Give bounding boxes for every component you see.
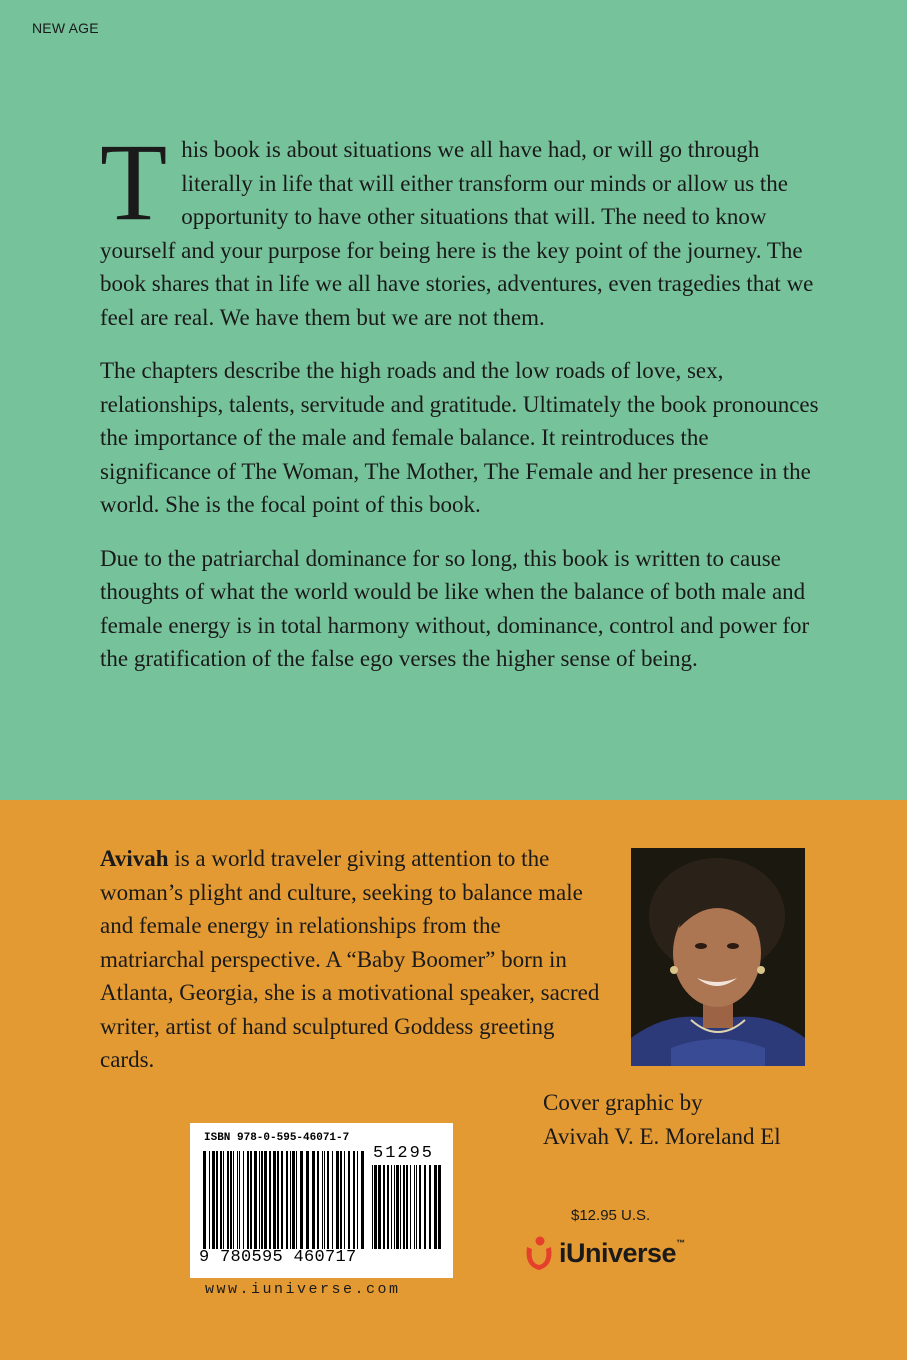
barcode-bar <box>378 1165 381 1249</box>
barcode-bar <box>406 1165 408 1249</box>
barcode-bar <box>434 1165 437 1249</box>
barcode-bar <box>414 1165 415 1249</box>
iuniverse-logo-icon <box>522 1232 556 1274</box>
description-paragraph-2: The chapters describe the high roads and the low roads of love, sex, relationships, talents, servitude and gratitude. Ultimately the book pronounces the importance of the male and female balance. It reintroduces the significance of The Woman, The Mother, The Female and her presence in the world. She is the focal point of this book. <box>100 358 819 517</box>
barcode-bar <box>357 1151 358 1249</box>
ean-digits: 9 780595 460717 <box>199 1248 357 1267</box>
publisher-name-text: iUniverse <box>559 1237 677 1268</box>
barcode-bar <box>403 1165 405 1249</box>
cover-credit-line-1: Cover graphic by <box>543 1090 703 1115</box>
barcode-bar <box>237 1151 238 1249</box>
barcode-bar <box>203 1151 206 1249</box>
barcode-bar <box>230 1151 232 1249</box>
barcode-bar <box>247 1151 249 1249</box>
barcode-bar <box>372 1165 373 1249</box>
barcode-bar <box>300 1151 303 1249</box>
barcode-bar <box>429 1165 431 1249</box>
barcode-bar <box>348 1151 350 1249</box>
ean-barcode <box>203 1151 365 1249</box>
barcode-bar <box>220 1151 222 1249</box>
barcode-bar <box>383 1165 385 1249</box>
barcode-bar <box>327 1151 329 1249</box>
barcode-bar <box>374 1165 377 1249</box>
barcode-bar <box>419 1165 421 1249</box>
author-bio-text: is a world traveler giving attention to the woman’s plight and culture, seeking to balance male and female energy in relationships from the matriarchal perspective. A “Baby Boomer” born in Atlanta, Georgia, she is a motivational speaker, sacred writer, artist of hand sculptured Goddess greeting cards. <box>100 846 600 1072</box>
barcode-bar <box>233 1151 234 1249</box>
barcode-bar <box>212 1151 215 1249</box>
paragraph-1-text: his book is about situations we all have had, or will go through literally in life that will either transform our minds or allow us the opportunity to have other situations that will. The need to know yourself and your purpose for being here is the key point of the journey. The book shares that in life we all have stories, adventures, even tragedies that we feel are real. We have them but we are not them. <box>100 137 814 330</box>
publisher-name <box>559 1238 685 1269</box>
barcode-bar <box>264 1151 267 1249</box>
barcode-bar <box>227 1151 229 1249</box>
barcode-bar <box>344 1151 345 1249</box>
barcode-bar <box>438 1165 441 1249</box>
barcode-bar <box>243 1151 244 1249</box>
barcode-bar <box>396 1165 399 1249</box>
barcode-bar <box>324 1151 325 1249</box>
barcode-bar <box>296 1151 297 1249</box>
cover-credit <box>543 1086 781 1153</box>
barcode-bar <box>317 1151 319 1249</box>
publisher-website: www.iuniverse.com <box>205 1281 401 1298</box>
publisher-logo <box>522 1232 685 1274</box>
barcode-bar <box>292 1151 295 1249</box>
author-photo <box>631 848 805 1066</box>
barcode-bar <box>394 1165 395 1249</box>
isbn-label: ISBN 978-0-595-46071-7 <box>204 1132 350 1144</box>
barcode-bar <box>312 1151 315 1249</box>
trademark-symbol: ™ <box>676 1237 685 1248</box>
author-portrait-image <box>631 848 805 1066</box>
barcode-bar <box>261 1151 263 1249</box>
barcode-bar <box>322 1151 323 1249</box>
barcode-bar <box>400 1165 401 1249</box>
cover-credit-line-2: Avivah V. E. Moreland El <box>543 1123 781 1149</box>
barcode-bar <box>290 1151 291 1249</box>
barcode-bar <box>332 1151 333 1249</box>
barcode-panel <box>190 1123 453 1278</box>
barcode-bar <box>306 1151 309 1249</box>
barcode-bar <box>410 1165 411 1249</box>
barcode-bar <box>281 1151 283 1249</box>
barcode-bar <box>250 1151 252 1249</box>
barcode-bar <box>277 1151 279 1249</box>
author-name: Avivah <box>100 846 169 871</box>
barcode-bar <box>254 1151 257 1249</box>
price-code: 51295 <box>373 1144 435 1163</box>
barcode-bar <box>340 1151 342 1249</box>
barcode-bar <box>286 1151 288 1249</box>
barcode-bar <box>223 1151 224 1249</box>
barcode-bar <box>353 1151 355 1249</box>
barcode-bar <box>361 1151 364 1249</box>
barcode-bar <box>416 1165 417 1249</box>
description-paragraph-1 <box>100 121 820 334</box>
drop-cap: T <box>100 121 168 243</box>
barcode-bar <box>209 1151 210 1249</box>
author-bio <box>100 842 610 1077</box>
barcode-bar <box>391 1165 392 1249</box>
barcode-bar <box>387 1165 389 1249</box>
barcode-bar <box>336 1151 339 1249</box>
barcode-bar <box>259 1151 260 1249</box>
barcode-bar <box>239 1151 240 1249</box>
barcode-bar <box>216 1151 218 1249</box>
description-paragraph-3: Due to the patriarchal dominance for so long, this book is written to cause thoughts of what the world would be like when the balance of both male and female energy is in total harmony without, dominance, control and power for the gratification of the false ego verses the higher sense of being. <box>100 545 810 671</box>
price-addon-barcode <box>372 1165 444 1249</box>
category-label: NEW AGE <box>32 20 99 36</box>
barcode-bar <box>273 1151 276 1249</box>
book-description <box>100 121 820 696</box>
barcode-bar <box>269 1151 271 1249</box>
barcode-bar <box>424 1165 426 1249</box>
retail-price: $12.95 U.S. <box>571 1207 651 1224</box>
